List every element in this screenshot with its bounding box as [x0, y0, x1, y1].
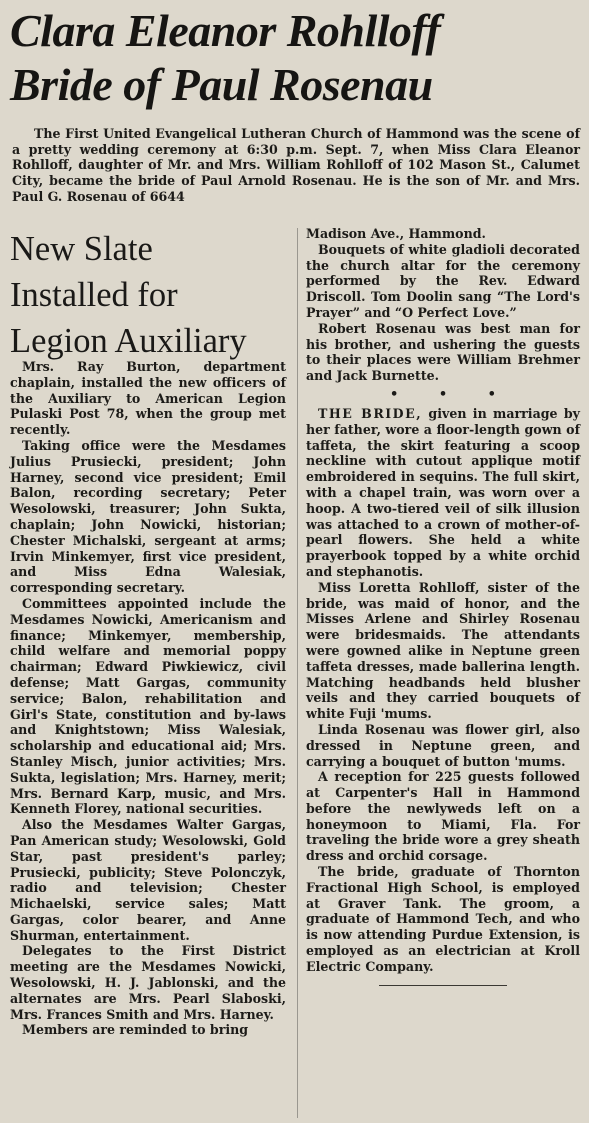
- wedding-paragraph: A reception for 225 guests followed at Carpenter's Hall in Hammond before the newlyweds left on a honeymoon to Miami, Fla. For traveling the bride wore a grey sheath dress and orchid corsage.: [306, 769, 580, 864]
- headline: [10, 4, 580, 112]
- subhead-line-2: Installed for: [10, 276, 178, 314]
- auxiliary-paragraph: Members are reminded to bring: [22, 1022, 249, 1038]
- subhead-line-3: Legion Auxiliary: [10, 322, 247, 360]
- auxiliary-paragraph: Mrs. Ray Burton, department chaplain, installed the new officers of the Auxiliary to American Legion Pulaski Post 78, when the group met recently.: [10, 359, 286, 438]
- wedding-lead-paragraph: [12, 126, 580, 205]
- headline-line-1: Clara Eleanor Rohlloff: [10, 5, 441, 56]
- auxiliary-paragraph: Committees appointed include the Mesdames Nowicki, Americanism and finance; Minkemyer, membership, child welfare and memorial poppy chairman; Edward Piwkiewicz, civil defense; Matt Gargas, community service; Balon, rehabilitation and Girl's State, constitution and by-laws and Knightstown; Miss Walesiak, scholarship and educational aid; Mrs. Stanley Misch, junior activities; Mrs. Sukta, legislation; Mrs. Harney, merit; Mrs. Bernard Karp, music, and Mrs. Kenneth Florey, national securities.: [10, 595, 286, 817]
- lead-text: The First United Evangelical Lutheran Church of Hammond was the scene of a pretty wedding ceremony at 6:30 p.m. Sept. 7, when Miss Clara Eleanor Rohlloff, daughter of Mr. and Mrs. William Rohlloff of 102 Mason St., Calumet City, became the bride of Paul Arnold Rosenau. He is the son of Mr. and Mrs. Paul G. Rosenau of 6644: [12, 126, 580, 204]
- auxiliary-article-column: [10, 359, 286, 1038]
- wedding-paragraph: The bride, graduate of Thornton Fractional High School, is employed at Graver Tank. The groom, a graduate of Hammond Tech, and who is now attending Purdue Extension, is employed as an electrician at Kroll Electric Company.: [306, 864, 580, 974]
- end-rule: [379, 985, 507, 986]
- bride-label: THE BRIDE,: [318, 405, 423, 421]
- wedding-paragraph: Linda Rosenau was flower girl, also dressed in Neptune green, and carrying a bouquet of button 'mums.: [306, 721, 580, 769]
- bride-text: given in marriage by her father, wore a floor-length gown of taffeta, the skirt featuring a scoop neckline with cutout applique motif embroidered in sequins. The full skirt, with a chapel train, was worn over a hoop. A two-tiered veil of silk illusion was attached to a crown of mother-of-pearl flowers. She held a white prayerbook topped by a white orchid and stephanotis.: [306, 405, 580, 579]
- wedding-article-column: [306, 226, 580, 986]
- auxiliary-subheadline: [10, 226, 295, 364]
- subhead-line-1: New Slate: [10, 230, 153, 268]
- wedding-address-line: Madison Ave., Hammond.: [306, 226, 486, 241]
- wedding-paragraph: Miss Loretta Rohlloff, sister of the bride, was maid of honor, and the Misses Arlene and Shirley Rosenau were bridesmaids. The attendants were gowned alike in Neptune green taffeta dresses, made ballerina length. Matching headbands held blusher veils and they carried bouquets of white Fuji 'mums.: [306, 579, 580, 722]
- wedding-paragraph: Bouquets of white gladioli decorated the church altar for the ceremony performed by the Rev. Edward Driscoll. Tom Doolin sang “The Lord's Prayer” and “O Perfect Love.”: [306, 241, 580, 320]
- headline-line-2: Bride of Paul Rosenau: [10, 59, 433, 110]
- wedding-paragraph: Robert Rosenau was best man for his brother, and ushering the guests to their places were William Brehmer and Jack Burnette.: [306, 320, 580, 384]
- column-divider: [297, 228, 298, 1118]
- auxiliary-paragraph: Also the Mesdames Walter Gargas, Pan American study; Wesolowski, Gold Star, past president's parley; Prusiecki, publicity; Steve Polonczyk, radio and television; Chester Michaelski, service sales; Matt Gargas, color bearer, and Anne Shurman, entertainment.: [10, 817, 286, 943]
- section-dots: • • •: [390, 386, 514, 402]
- auxiliary-paragraph: Taking office were the Mesdames Julius Prusiecki, president; John Harney, second vice president; Emil Balon, recording secretary; Peter Wesolowski, treasurer; John Sukta, chaplain; John Nowicki, historian; Chester Michalski, sergeant at arms; Irvin Minkemyer, first vice president, and Miss Edna Walesiak, corresponding secretary.: [10, 437, 286, 596]
- wedding-paragraph-bride: [306, 406, 580, 580]
- auxiliary-paragraph: Delegates to the First District meeting are the Mesdames Nowicki, Wesolowski, H. J. Jablonski, and the alternates are Mrs. Pearl Slaboski, Mrs. Frances Smith and Mrs. Harney.: [10, 943, 286, 1022]
